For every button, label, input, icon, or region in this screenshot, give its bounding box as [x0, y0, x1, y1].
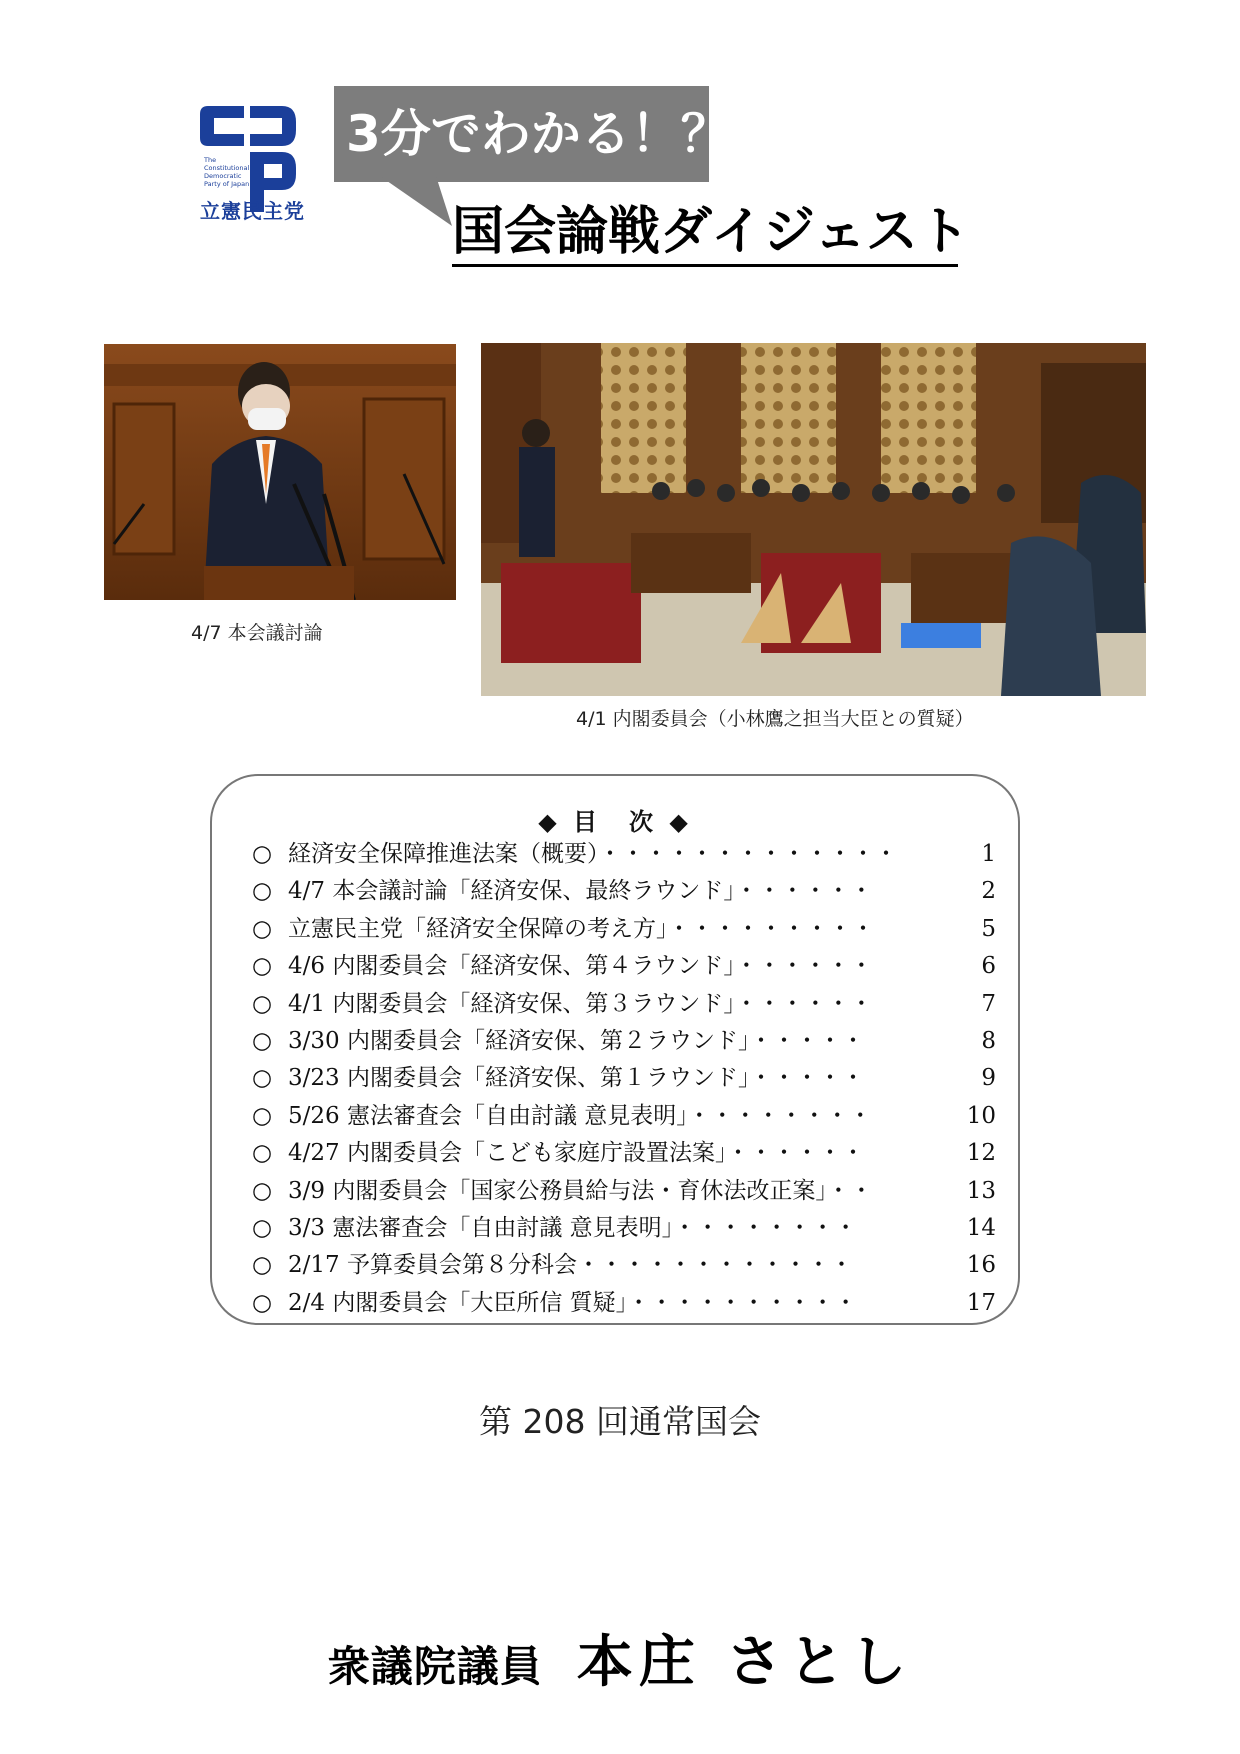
toc-item-title: 5/26 憲法審査会「自由討議 意見表明」・・・・・・・・	[288, 1102, 872, 1129]
toc-item-page: 5	[981, 915, 996, 942]
diet-session: 第 208 回通常国会	[479, 1402, 761, 1441]
toc-item	[252, 1023, 996, 1060]
toc-item-page: 10	[966, 1102, 996, 1129]
toc-item-page: 14	[966, 1214, 996, 1241]
circle-bullet-icon: ○	[252, 878, 273, 905]
circle-bullet-icon: ○	[252, 1252, 273, 1279]
toc-item	[252, 1135, 996, 1172]
toc-list	[252, 836, 996, 1322]
toc-item-title: 経済安全保障推進法案（概要）・・・・・・・・・・・・・	[288, 841, 898, 867]
svg-text:Party of Japan: Party of Japan	[204, 180, 250, 188]
toc-item	[252, 1173, 996, 1210]
toc-item	[252, 1060, 996, 1097]
photo-caption-right: 4/1 内閣委員会（小林鷹之担当大臣との質疑）	[576, 708, 974, 730]
toc-item	[252, 836, 996, 873]
main-title: 国会論戦ダイジェスト	[452, 202, 970, 262]
author-block	[0, 1618, 1240, 1698]
toc-item-page: 16	[966, 1252, 996, 1279]
toc-item-page: 7	[981, 990, 996, 1017]
author-role: 衆議院議員	[327, 1642, 543, 1691]
toc-item	[252, 1285, 996, 1322]
toc-item-title: 立憲民主党「経済安全保障の考え方」・・・・・・・・・	[288, 915, 875, 942]
toc-item-page: 1	[981, 841, 996, 867]
circle-bullet-icon: ○	[252, 1214, 273, 1241]
photo-caption-left: 4/7 本会議討論	[191, 622, 323, 644]
party-name: 立憲民主党	[200, 199, 305, 223]
circle-bullet-icon: ○	[252, 1177, 273, 1204]
toc-item	[252, 1247, 996, 1284]
toc-item	[252, 986, 996, 1023]
author-name: 本庄 さとし	[576, 1630, 913, 1695]
toc-heading: ◆ 目 次 ◆	[538, 807, 692, 836]
toc-item	[252, 948, 996, 985]
circle-bullet-icon: ○	[252, 1027, 273, 1054]
title-underline	[452, 264, 958, 267]
toc-item-title: 3/30 内閣委員会「経済安保、第２ラウンド」・・・・・	[288, 1027, 865, 1054]
circle-bullet-icon: ○	[252, 915, 273, 942]
toc-item-page: 2	[981, 878, 996, 905]
toc-item-title: 4/1 内閣委員会「経済安保、第３ラウンド」・・・・・・	[288, 990, 873, 1017]
toc-item	[252, 1210, 996, 1247]
toc-item-page: 6	[981, 953, 996, 980]
svg-text:Constitutional: Constitutional	[204, 164, 250, 172]
circle-bullet-icon: ○	[252, 990, 273, 1017]
table-of-contents	[210, 774, 1020, 1325]
toc-item	[252, 911, 996, 948]
toc-item-title: 3/23 内閣委員会「経済安保、第１ラウンド」・・・・・	[288, 1065, 865, 1092]
toc-item-title: 2/17 予算委員会第８分科会・・・・・・・・・・・・	[288, 1252, 853, 1279]
toc-item-page: 12	[966, 1140, 996, 1167]
toc-item-page: 8	[981, 1027, 996, 1054]
toc-item-page: 17	[966, 1289, 996, 1316]
photo-plenary-speech	[104, 344, 456, 600]
toc-item-title: 4/27 内閣委員会「こども家庭庁設置法案」・・・・・・	[288, 1140, 865, 1167]
toc-item-page: 9	[981, 1065, 996, 1092]
svg-text:Democratic: Democratic	[204, 172, 242, 180]
photo-cabinet-committee	[481, 343, 1146, 696]
circle-bullet-icon: ○	[252, 1102, 273, 1129]
toc-item-page: 13	[966, 1177, 996, 1204]
circle-bullet-icon: ○	[252, 1140, 273, 1167]
bubble-tail	[380, 176, 460, 226]
circle-bullet-icon: ○	[252, 841, 273, 867]
toc-item-title: 4/6 内閣委員会「経済安保、第４ラウンド」・・・・・・	[288, 953, 873, 980]
toc-item-title: 4/7 本会議討論「経済安保、最終ラウンド」・・・・・・	[288, 878, 873, 905]
svg-text:The: The	[204, 156, 217, 164]
circle-bullet-icon: ○	[252, 1065, 273, 1092]
toc-item-title: 3/3 憲法審査会「自由討議 意見表明」・・・・・・・・	[288, 1214, 858, 1241]
toc-item-title: 3/9 内閣委員会「国家公務員給与法・育休法改正案」・・	[288, 1177, 873, 1204]
toc-item	[252, 1098, 996, 1135]
title-bubble-text: 3分でわかる！？	[346, 105, 731, 163]
circle-bullet-icon: ○	[252, 953, 273, 980]
toc-item-title: 2/4 内閣委員会「大臣所信 質疑」・・・・・・・・・・	[288, 1289, 858, 1316]
circle-bullet-icon: ○	[252, 1289, 273, 1316]
toc-item	[252, 873, 996, 910]
